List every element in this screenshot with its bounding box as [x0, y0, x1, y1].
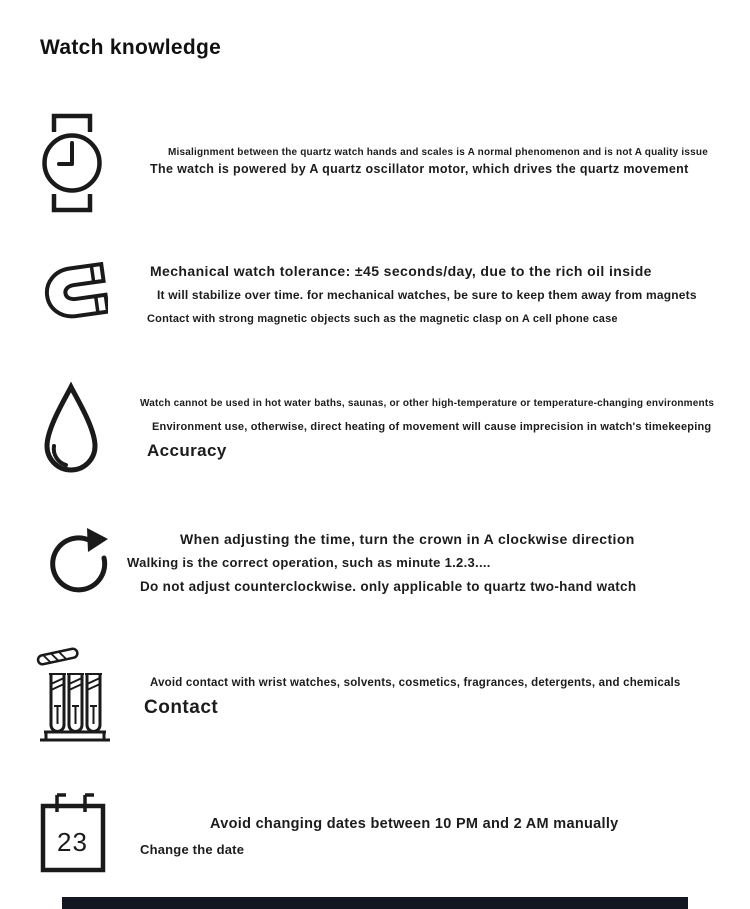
magnet-icon: [42, 262, 108, 329]
change-date-heading: Change the date: [140, 842, 245, 857]
magnet-contact-line: Contact with strong magnetic objects such as the magnetic clasp on A cell phone case: [147, 313, 618, 325]
environment-line: Environment use, otherwise, direct heating of movement will cause imprecision in watch's timekeeping: [152, 421, 712, 433]
clockwise-arrow-icon: [42, 522, 112, 603]
footer-divider-bar: [62, 897, 688, 909]
wristwatch-icon: [38, 112, 106, 219]
page-title: Watch knowledge: [40, 36, 222, 59]
tolerance-line: Mechanical watch tolerance: ±45 seconds/day, due to the rich oil inside: [150, 263, 652, 279]
quartz-note-line: Misalignment between the quartz watch hands and scales is A normal phenomenon and is not A quality issue: [168, 147, 708, 158]
calendar-day-number: 23: [57, 827, 88, 857]
contact-heading: Contact: [144, 697, 219, 718]
correct-operation-line: Walking is the correct operation, such as minute 1.2.3....: [127, 555, 491, 570]
accuracy-heading: Accuracy: [147, 441, 227, 460]
magnet-warning-line: It will stabilize over time. for mechanical watches, be sure to keep them away from magnets: [157, 288, 697, 302]
hot-water-warning-line: Watch cannot be used in hot water baths, saunas, or other high-temperature or temperature-changing environments: [140, 398, 715, 409]
test-tubes-icon: [36, 644, 114, 751]
quartz-movement-line: The watch is powered by A quartz oscillator motor, which drives the quartz movement: [150, 162, 689, 176]
chemicals-warning-line: Avoid contact with wrist watches, solvents, cosmetics, fragrances, detergents, and chemicals: [150, 677, 681, 689]
crown-direction-line: When adjusting the time, turn the crown in A clockwise direction: [180, 531, 635, 547]
water-drop-icon: [40, 382, 102, 483]
counterclockwise-warning-line: Do not adjust counterclockwise. only applicable to quartz two-hand watch: [140, 579, 637, 594]
date-change-warning-line: Avoid changing dates between 10 PM and 2 AM manually: [210, 816, 619, 832]
